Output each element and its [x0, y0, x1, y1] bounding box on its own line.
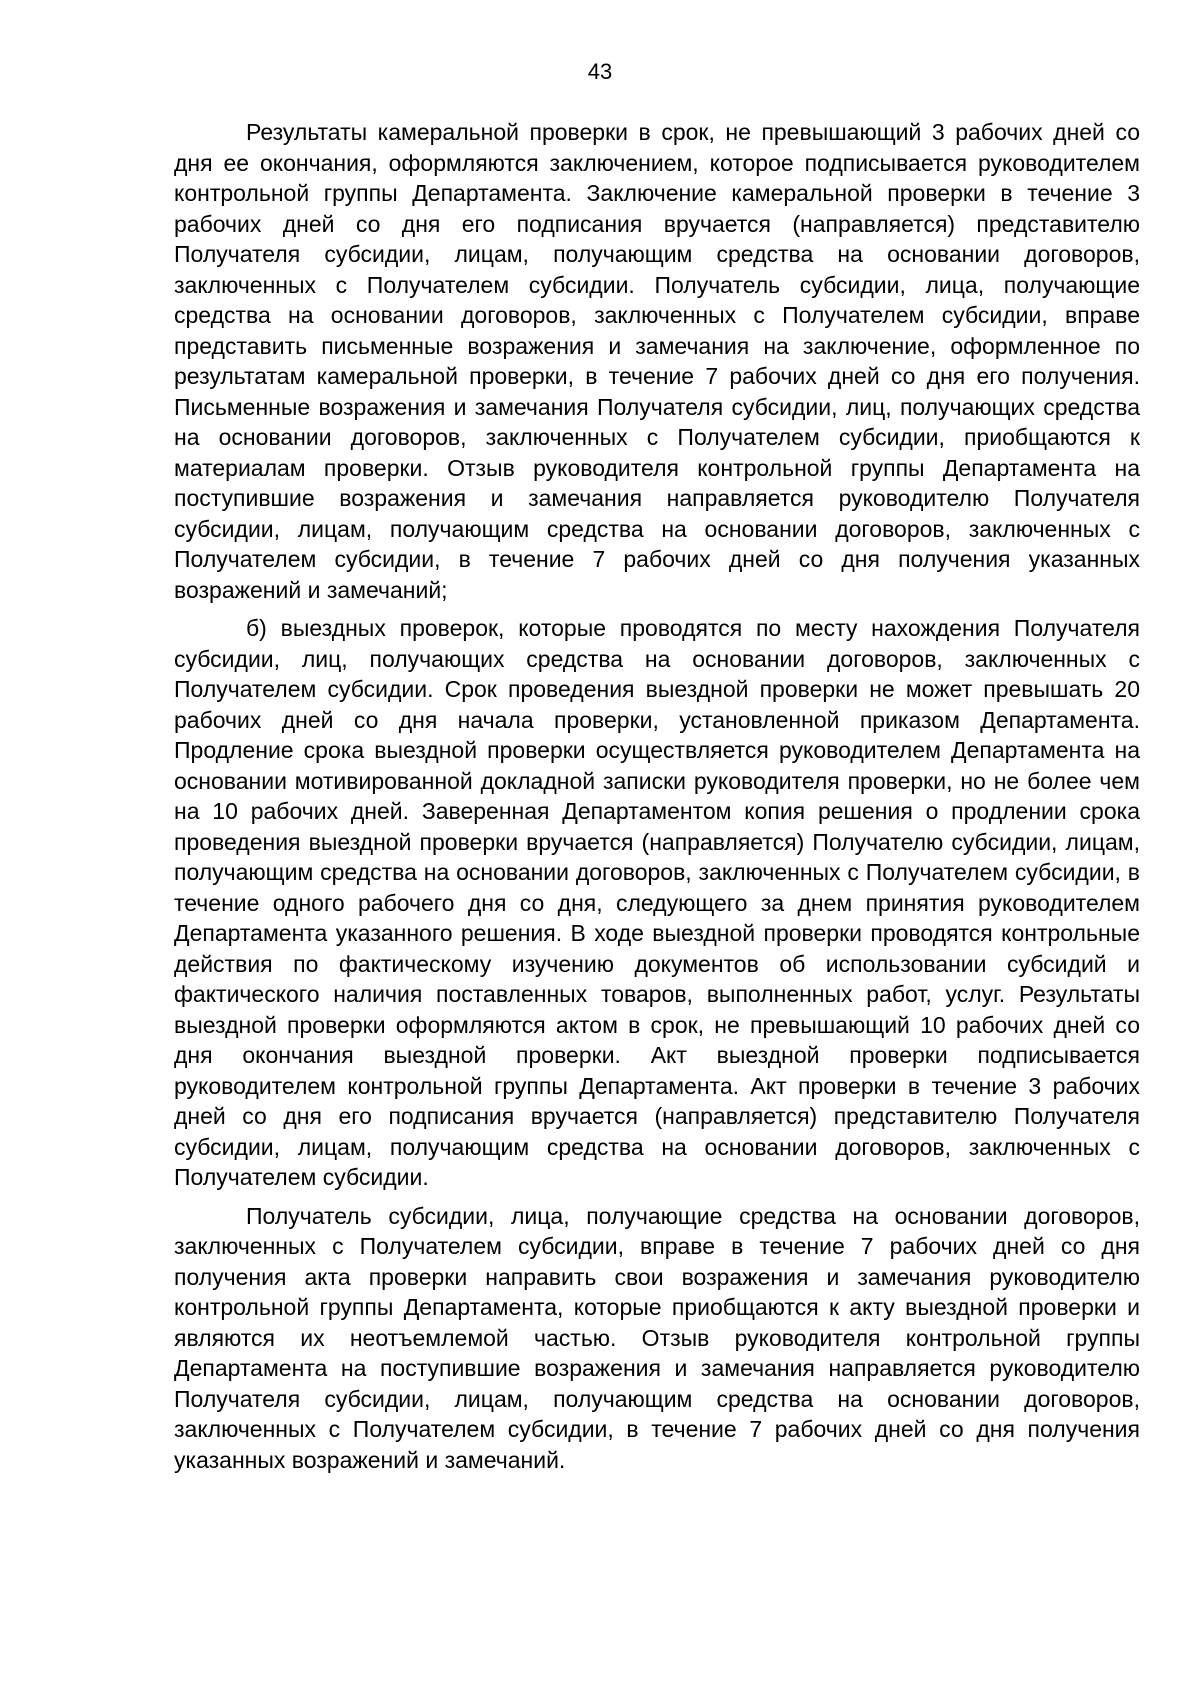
paragraph-desk-audit-results: Результаты камеральной проверки в срок, не превышающий 3 рабочих дней со дня ее окончания, оформляются заключением, которое подписывается руководителем контрольной группы Департамента. Заключение камеральной проверки в течение 3 рабочих дней со дня его подписания вручается (направляется) представителю Получателя субсидии, лицам, получающим средства на основании договоров, заключенных с Получателем субсидии. Получатель субсидии, лица, получающие средства на основании договоров, заключенных с Получателем субсидии, вправе представить письменные возражения и замечания на заключение, оформленное по результатам камеральной проверки, в течение 7 рабочих дней со дня его получения. Письменные возражения и замечания Получателя субсидии, лиц, получающих средства на основании договоров, заключенных с Получателем субсидии, приобщаются к материалам проверки. Отзыв руководителя контрольной группы Департамента на поступившие возражения и замечания направляется руководителю Получателя субсидии, лицам, получающим средства на основании договоров, заключенных с Получателем субсидии, в течение 7 рабочих дней со дня получения указанных возражений и замечаний;	[174, 119, 1140, 603]
document-body	[174, 117, 1140, 1475]
paragraph-objections: Получатель субсидии, лица, получающие средства на основании договоров, заключенных с Получателем субсидии, вправе в течение 7 рабочих дней со дня получения акта проверки направить свои возражения и замечания руководителю контрольной группы Департамента, которые приобщаются к акту выездной проверки и являются их неотъемлемой частью. Отзыв руководителя контрольной группы Департамента на поступившие возражения и замечания направляется руководителю Получателя субсидии, лицам, получающим средства на основании договоров, заключенных с Получателем субсидии, в течение 7 рабочих дней со дня получения указанных возражений и замечаний.	[174, 1202, 1140, 1473]
page-number: 43	[587, 59, 613, 84]
paragraph-field-audits: б) выездных проверок, которые проводятся по месту нахождения Получателя субсидии, лиц, получающих средства на основании договоров, заключенных с Получателем субсидии. Срок проведения выездной проверки не может превышать 20 рабочих дней со дня начала проверки, установленной приказом Департамента. Продление срока выездной проверки осуществляется руководителем Департамента на основании мотивированной докладной записки руководителя проверки, но не более чем на 10 рабочих дней. Заверенная Департаментом копия решения о продлении срока проведения выездной проверки вручается (направляется) Получателю субсидии, лицам, получающим средства на основании договоров, заключенных с Получателем субсидии, в течение одного рабочего дня со дня, следующего за днем принятия руководителем Департамента указанного решения. В ходе выездной проверки проводятся контрольные действия по фактическому изучению документов об использовании субсидий и фактического наличия поставленных товаров, выполненных работ, услуг. Результаты выездной проверки оформляются актом в срок, не превышающий 10 рабочих дней со дня окончания выездной проверки. Акт выездной проверки подписывается руководителем контрольной группы Департамента. Акт проверки в течение 3 рабочих дней со дня его подписания вручается (направляется) представителю Получателя субсидии, лицам, получающим средства на основании договоров, заключенных с Получателем субсидии.	[174, 615, 1140, 1190]
